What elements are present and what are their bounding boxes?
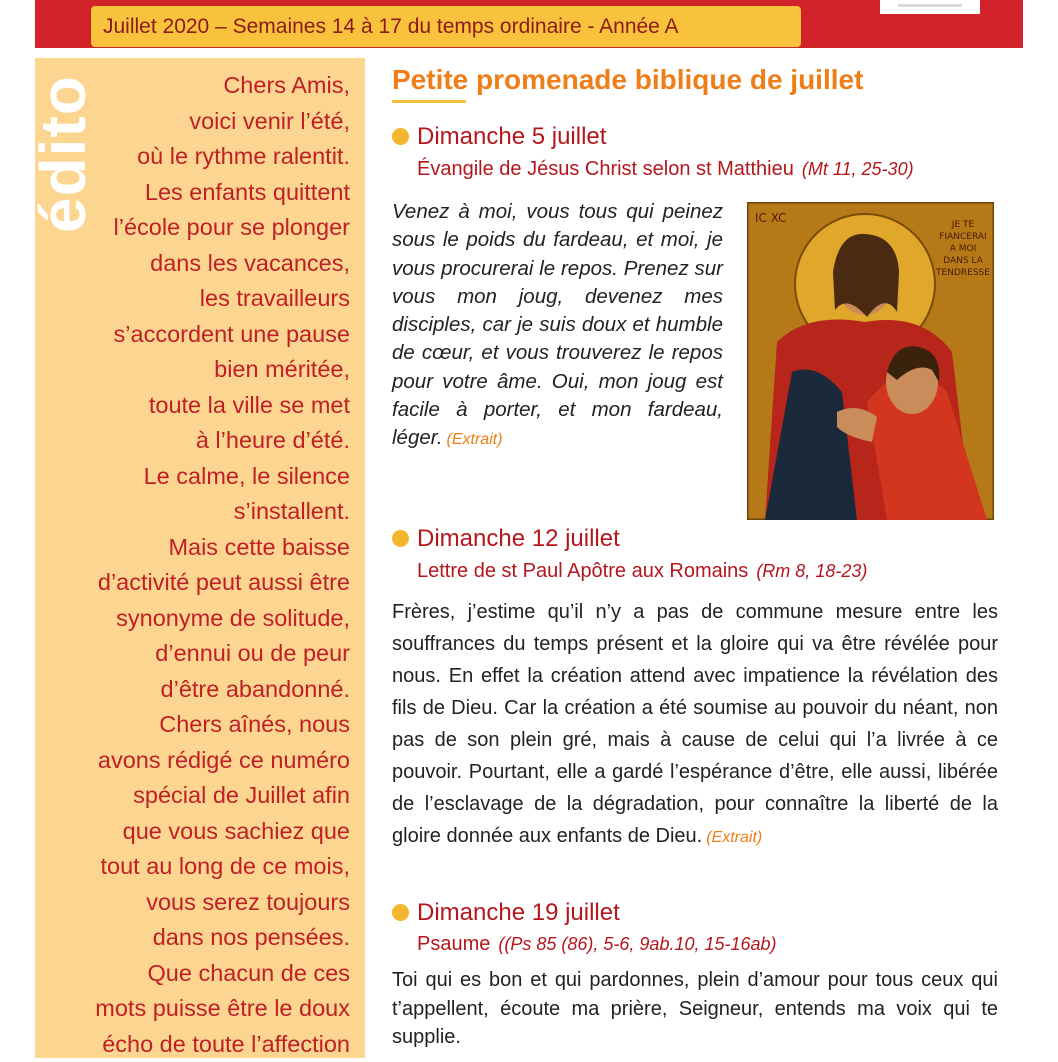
- edito-line: les travailleurs: [95, 281, 350, 317]
- extract-label: (Extrait): [706, 829, 762, 846]
- edito-line: d’être abandonné.: [95, 672, 350, 708]
- page-title: Petite promenade biblique de juillet: [392, 64, 863, 96]
- edito-line: écho de toute l’affection: [95, 1027, 350, 1062]
- logo: [880, 0, 980, 14]
- christ-icon-image: [747, 202, 994, 520]
- edito-line: Que chacun de ces: [95, 956, 350, 992]
- reading-text-body: Frères, j’estime qu’il n’y a pas de commune mesure entre les souffrances du temps présent et la gloire qui va être révélée pour nous. En effet la création attend avec impatience la révélation des fils de Dieu. Car la création a été soumise au pouvoir du néant, non pas de son plein gré, mais à cause de celui qui l’a livrée à ce pouvoir. Pourtant, elle a gardé l’espérance d’être, elle aussi, libérée de l’esclavage de la dégradation, pour connaître la liberté de la gloire donnée aux enfants de Dieu.: [392, 601, 998, 847]
- edito-line: Le calme, le silence: [95, 459, 350, 495]
- icon-illustration: [747, 202, 994, 520]
- edito-line: spécial de Juillet afin: [95, 778, 350, 814]
- bullet-icon: [392, 128, 409, 145]
- icon-inscription: FIANCERAI: [939, 232, 986, 242]
- edito-line: l’école pour se plonger: [95, 210, 350, 246]
- reading-text-body: Venez à moi, vous tous qui peinez sous le poids du fardeau, et moi, je vous procurerai le repos. Prenez sur vous mon joug, devenez mes disciples, car je suis doux et humble de cœur, et vous trouverez le repos pour votre âme. Oui, mon joug est facile à porter, et mon fardeau, léger.: [392, 200, 723, 449]
- reading-source: [417, 933, 777, 956]
- edito-line: à l’heure d’été.: [95, 423, 350, 459]
- reading-text: [392, 596, 998, 854]
- edito-line: s’installent.: [95, 494, 350, 530]
- icon-inscription: TENDRESSE: [935, 268, 990, 278]
- edito-line: vous serez toujours: [95, 885, 350, 921]
- edito-line: Les enfants quittent: [95, 175, 350, 211]
- reading-source-label: Psaume: [417, 933, 490, 955]
- edito-line: voici venir l’été,: [95, 104, 350, 140]
- reading-text: [392, 198, 723, 455]
- icon-monogram: IC XC: [755, 211, 786, 225]
- icon-inscription: DANS LA: [943, 256, 983, 266]
- edito-line: synonyme de solitude,: [95, 601, 350, 637]
- icon-inscription: JE TE: [951, 220, 975, 230]
- edito-line: dans nos pensées.: [95, 920, 350, 956]
- sunday-heading: Dimanche 12 juillet: [417, 525, 620, 553]
- title-underline: [392, 100, 466, 103]
- bullet-icon: [392, 530, 409, 547]
- bullet-icon: [392, 904, 409, 921]
- edito-line: Chers Amis,: [95, 68, 350, 104]
- edito-line: que vous sachiez que: [95, 814, 350, 850]
- issue-banner: Juillet 2020 – Semaines 14 à 17 du temps ordinaire - Année A: [91, 6, 801, 47]
- edito-line: où le rythme ralentit.: [95, 139, 350, 175]
- icon-inscription: A MOI: [950, 244, 977, 254]
- edito-line: d’activité peut aussi être: [95, 565, 350, 601]
- reading-reference: (Rm 8, 18-23): [756, 561, 867, 581]
- edito-text: [95, 68, 350, 1062]
- reading-text: Toi qui es bon et qui pardonnes, plein d’amour pour tous ceux qui t’appellent, écoute ma prière, Seigneur, entends ma voix qui te supplie.: [392, 966, 998, 1052]
- edito-line: toute la ville se met: [95, 388, 350, 424]
- reading-reference: (Mt 11, 25-30): [802, 159, 914, 179]
- extract-label: (Extrait): [447, 431, 503, 448]
- edito-line: tout au long de ce mois,: [95, 849, 350, 885]
- reading-reference: ((Ps 85 (86), 5-6, 9ab.10, 15-16ab): [498, 934, 776, 954]
- edito-line: dans les vacances,: [95, 246, 350, 282]
- edito-line: mots puisse être le doux: [95, 991, 350, 1027]
- reading-source-label: Lettre de st Paul Apôtre aux Romains: [417, 560, 748, 582]
- reading-source: [417, 560, 867, 583]
- edito-label: édito: [31, 75, 95, 233]
- sunday-heading: Dimanche 5 juillet: [417, 123, 606, 151]
- sunday-heading: Dimanche 19 juillet: [417, 899, 620, 927]
- reading-source: [417, 158, 914, 181]
- edito-line: s’accordent une pause: [95, 317, 350, 353]
- edito-line: bien méritée,: [95, 352, 350, 388]
- edito-line: avons rédigé ce numéro: [95, 743, 350, 779]
- edito-line: d’ennui ou de peur: [95, 636, 350, 672]
- edito-line: Mais cette baisse: [95, 530, 350, 566]
- edito-line: Chers aînés, nous: [95, 707, 350, 743]
- reading-source-label: Évangile de Jésus Christ selon st Matthieu: [417, 158, 794, 180]
